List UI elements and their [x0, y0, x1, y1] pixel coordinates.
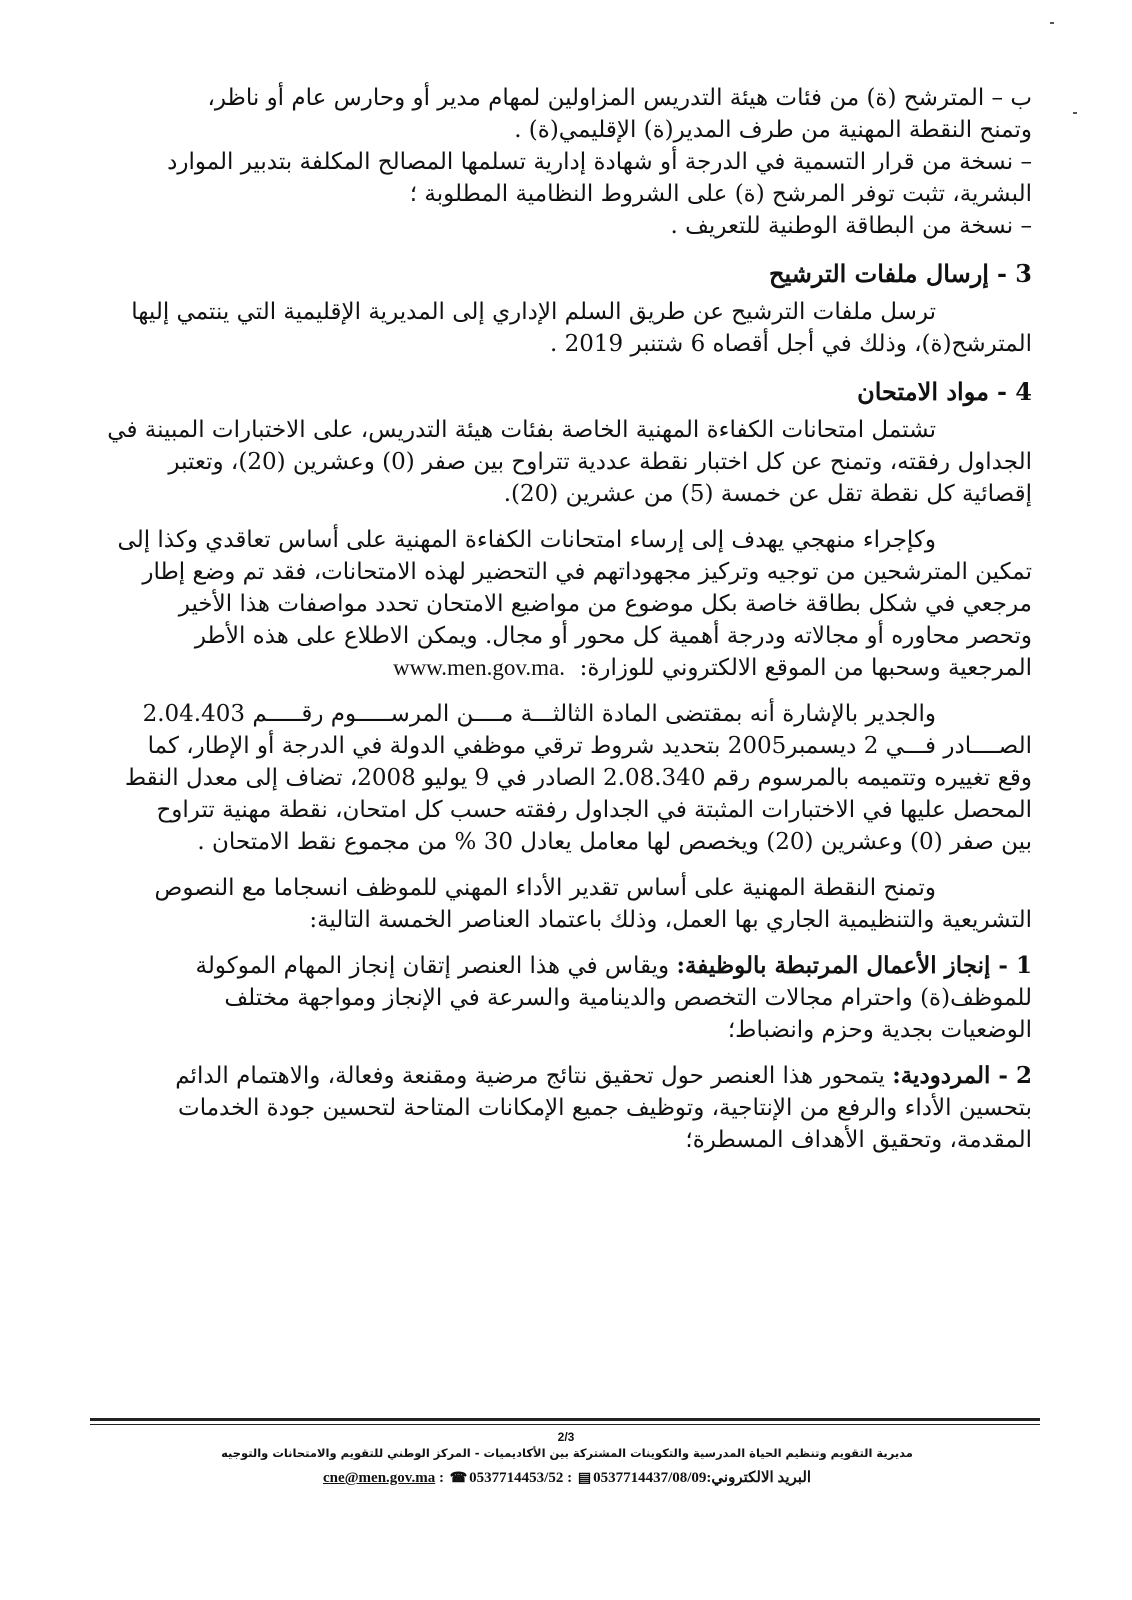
- criterion-1: [102, 950, 1032, 1046]
- section4-p3: [102, 698, 1032, 858]
- email-label: البريد الالكتروني:: [706, 1470, 812, 1486]
- criterion-line: المقدمة، وتحقيق الأهداف المسطرة؛: [685, 1127, 1032, 1153]
- section4-p3-line: الصــــادر فـــي 2 ديسمبر2005 بتحديد شروط ترقي موظفي الدولة في الدرجة أو الإطار، كما: [147, 733, 1032, 759]
- section4-p2-line: وتحصر محاوره أو مجالاته ودرجة أهمية كل محور أو مجال. ويمكن الاطلاع على هذه الأطر: [194, 623, 1032, 649]
- phone-icon: ☎: [449, 1471, 468, 1486]
- criterion-line: للموظف(ة) واحترام مجالات التخصص والدينامية والسرعة في الإنجاز ومواجهة مختلف: [224, 985, 1032, 1011]
- fax-icon: ▤: [577, 1471, 592, 1486]
- section-b-line: وتمنح النقطة المهنية من طرف المدير(ة) الإقليمي(ة) .: [514, 117, 1032, 143]
- footer-organization: مديرية التقويم وتنظيم الحياة المدرسية والتكوينات المشتركة بين الأكاديميات - المركز الوطني للتقويم والامتحانات والتوجيه: [221, 1446, 913, 1460]
- section3-line: المترشح(ة)، وذلك في أجل أقصاه 6 شتنبر 2019 .: [550, 331, 1032, 357]
- section-b-line: ب – المترشح (ة) من فئات هيئة التدريس المزاولين لمهام مدير أو وحارس عام أو ناظر،: [207, 85, 1032, 111]
- section4-p4-line: التشريعية والتنظيمية الجاري بها العمل، وذلك باعتماد العناصر الخمسة التالية:: [309, 907, 1032, 933]
- criterion-line: [102, 950, 1032, 982]
- section3-line: ترسل ملفات الترشيح عن طريق السلم الإداري إلى المديرية الإقليمية التي ينتمي إليها: [131, 299, 936, 325]
- section4-p2-line: وكإجراء منهجي يهدف إلى إرساء امتحانات الكفاءة المهنية على أساس تعاقدي وكذا إلى: [117, 527, 936, 553]
- page-number: 2/3: [557, 1430, 575, 1444]
- section4-p1-line: الجداول رفقته، وتمنح عن كل اختبار نقطة عددية تتراوح بين صفر (0) وعشرين (20)، وتعتبر: [168, 449, 1032, 475]
- section4-p3-line: المحصل عليها في الاختبارات المثبتة في الجداول رفقته حسب كل امتحان، نقطة مهنية تتراوح: [156, 797, 1032, 823]
- section4-p3-line: بين صفر (0) وعشرين (20) ويخصص لها معامل يعادل 30 % من مجموع نقط الامتحان .: [197, 829, 1032, 855]
- website-link[interactable]: www.men.gov.ma.: [392, 655, 565, 680]
- section4-p3-line: وقع تغييره وتتميمه بالمرسوم رقم 2.08.340 الصادر في 9 يوليو 2008، تضاف إلى معدل النقط: [124, 765, 1032, 791]
- criterion-label: 1 - إنجاز الأعمال المرتبطة بالوظيفة:: [676, 952, 1032, 979]
- document-body: [102, 82, 1032, 1156]
- section4-p4: [102, 872, 1032, 936]
- criterion-line: [102, 1060, 1032, 1092]
- criterion-2: [102, 1060, 1032, 1156]
- footer-rule: [90, 1424, 1040, 1425]
- section4-p1-line: إقصائية كل نقطة تقل عن خمسة (5) من عشرين (20).: [503, 481, 1032, 507]
- heading-send-files: [102, 258, 1032, 290]
- email-link[interactable]: cne@men.gov.ma: [322, 1470, 436, 1486]
- section4-p2-line: [102, 652, 1032, 684]
- criterion-label: 2 - المردودية:: [892, 1062, 1032, 1089]
- section4-p3-line: والجدير بالإشارة أنه بمقتضى المادة الثالثـــة مــــن المرســـــوم رقـــــم 2.04.403: [142, 701, 936, 727]
- criterion-line: بتحسين الأداء والرفع من الإنتاجية، وتوظيف جميع الإمكانات المتاحة لتحسين جودة الخدمات: [178, 1095, 1032, 1121]
- section4-p2: [102, 524, 1032, 684]
- footer-contact: البريد الالكتروني:cne@men.gov.ma : ☎ 0537714453/52 : ▤ 0537714437/08/09: [322, 1470, 812, 1486]
- documents-item: – نسخة من قرار التسمية في الدرجة أو شهادة إدارية تسلمها المصالح المكلفة بتدبير الموارد: [167, 149, 1032, 175]
- heading-number: 3 -: [996, 259, 1032, 288]
- section4-p1-line: تشتمل امتحانات الكفاءة المهنية الخاصة بفئات هيئة التدريس، على الاختبارات المبينة في: [107, 417, 936, 443]
- criterion-text: يتمحور هذا العنصر حول تحقيق نتائج مرضية ومقنعة وفعالة، والاهتمام الدائم: [175, 1063, 893, 1089]
- scan-speck: [1073, 112, 1077, 114]
- heading-exam-subjects: [102, 376, 1032, 408]
- scan-speck: [1050, 22, 1054, 24]
- heading-title: إرسال ملفات الترشيح: [768, 259, 989, 288]
- fax-number: 0537714437/08/09: [593, 1470, 707, 1486]
- documents-item: – نسخة من البطاقة الوطنية للتعريف .: [670, 213, 1032, 239]
- phone-number: 0537714453/52: [469, 1470, 564, 1486]
- documents-item: البشرية، تثبت توفر المرشح (ة) على الشروط النظامية المطلوبة ؛: [409, 181, 1032, 207]
- section4-p4-line: وتمنح النقطة المهنية على أساس تقدير الأداء المهني للموظف انسجاما مع النصوص: [154, 875, 936, 901]
- criterion-text: ويقاس في هذا العنصر إتقان إنجاز المهام الموكولة: [195, 953, 677, 979]
- website-label: المرجعية وسحبها من الموقع الالكتروني للوزارة:: [579, 655, 1032, 681]
- section4-p2-line: تمكين المترشحين من توجيه وتركيز مجهوداتهم في التحضير لهذه الامتحانات، فقد تم وضع إطار: [142, 559, 1032, 585]
- footer-rule: [90, 1418, 1040, 1421]
- heading-number: 4 -: [996, 377, 1032, 406]
- criterion-line: الوضعيات بجدية وحزم وانضباط؛: [727, 1017, 1032, 1043]
- section4-p2-line: مرجعي في شكل بطاقة خاصة بكل موضوع من مواضيع الامتحان تحدد مواصفات هذا الأخير: [178, 591, 1032, 617]
- heading-title: مواد الامتحان: [857, 377, 989, 406]
